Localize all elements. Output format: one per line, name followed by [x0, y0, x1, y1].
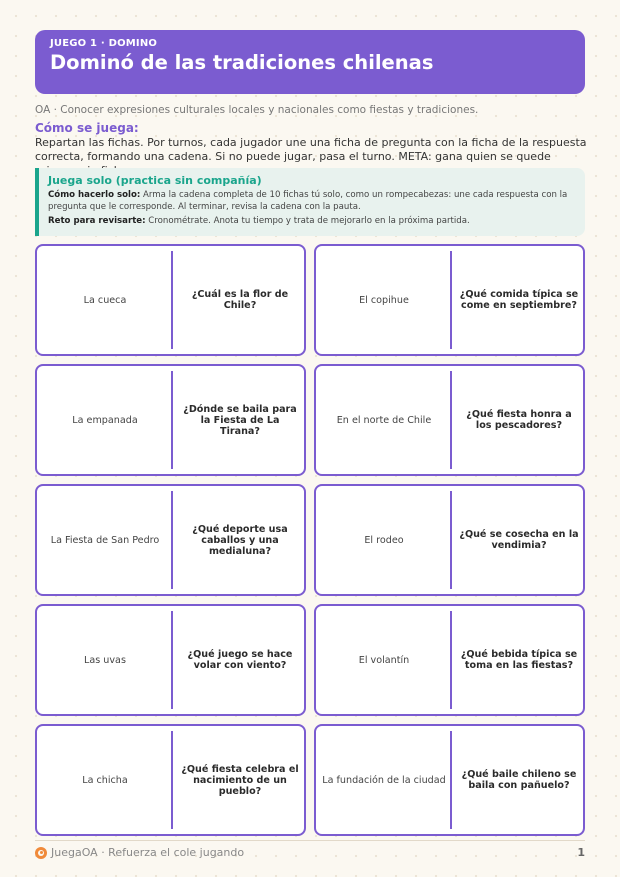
tile-divider	[171, 611, 173, 709]
tile-divider	[171, 731, 173, 829]
domino-tile[interactable]	[35, 604, 306, 716]
target-logo-icon	[35, 847, 47, 859]
tile-question: ¿Qué baile chileno se baila con pañuelo?	[461, 769, 577, 791]
rules-text: Repartan las fichas. Por turnos, cada jugador une una ficha de pregunta con la ficha de la respuesta correcta, formando una cadena. Si no puede jugar, pasa el turno. META: gana quien se quede	[35, 136, 587, 163]
game-label: JUEGO 1 · DOMINO	[50, 38, 158, 49]
tile-question: ¿Qué juego se hace volar con viento?	[187, 649, 293, 671]
tile-question: ¿Qué deporte usa caballos y una medialuna?	[192, 523, 288, 557]
tile-answer: Las uvas	[84, 654, 126, 666]
tile-divider	[450, 731, 452, 829]
tile-answer: El rodeo	[364, 534, 404, 546]
tile-answer: La chicha	[82, 774, 128, 786]
domino-tile[interactable]	[35, 484, 306, 596]
tile-answer: La cueca	[83, 294, 127, 306]
domino-tile[interactable]	[314, 724, 585, 836]
tile-question: ¿Qué fiesta honra a los pescadores?	[466, 409, 572, 431]
tile-question: ¿Cuál es la flor de Chile?	[191, 289, 289, 311]
solo-heading: Juega solo (practica sin compañía)	[48, 174, 262, 187]
domino-tile[interactable]	[314, 604, 585, 716]
footer-brand	[35, 846, 244, 859]
domino-tile[interactable]	[314, 244, 585, 356]
learning-objective: OA · Conocer expresiones culturales locales y nacionales como fiestas y tradiciones.	[35, 104, 479, 116]
tile-answer: En el norte de Chile	[336, 414, 432, 426]
tile-divider	[450, 251, 452, 349]
tile-divider	[450, 371, 452, 469]
tile-question: ¿Qué comida típica se come en septiembre?	[459, 289, 579, 311]
tile-question: ¿Dónde se baila para la Fiesta de La Tirana?	[183, 403, 297, 437]
domino-tile[interactable]	[314, 364, 585, 476]
tile-answer: El volantín	[358, 654, 410, 666]
solo-challenge-text: Cronométrate. Anota tu tiempo y trata de mejorarlo en la próxima partida.	[145, 216, 470, 226]
tile-divider	[171, 251, 173, 349]
solo-how-text: Arma la cadena completa de 10 fichas tú solo, como un rompecabezas: une cada respuesta con la pregunta que le corresponde. Al terminar, revisa la cadena con la pauta.	[48, 190, 568, 212]
solo-play-box	[35, 168, 585, 236]
tile-divider	[450, 611, 452, 709]
tile-divider	[450, 491, 452, 589]
tile-divider	[171, 491, 173, 589]
tile-answer: La empanada	[72, 414, 138, 426]
page-number: 1	[577, 846, 585, 859]
tile-question: ¿Qué bebida típica se toma en las fiestas?	[460, 649, 578, 671]
solo-how	[48, 189, 575, 213]
solo-challenge	[48, 215, 575, 227]
solo-how-label: Cómo hacerlo solo:	[48, 190, 141, 200]
domino-tile[interactable]	[35, 364, 306, 476]
footer	[35, 840, 585, 864]
domino-tile[interactable]	[314, 484, 585, 596]
tile-question: ¿Qué se cosecha en la vendimia?	[459, 529, 579, 551]
tile-answer: La Fiesta de San Pedro	[50, 534, 160, 546]
tile-divider	[171, 371, 173, 469]
tile-answer: La fundación de la ciudad	[322, 774, 446, 786]
tile-question: ¿Qué fiesta celebra el nacimiento de un pueblo?	[181, 763, 299, 797]
tile-answer: El copihue	[359, 294, 409, 306]
solo-challenge-label: Reto para revisarte:	[48, 216, 146, 226]
how-to-play-heading: Cómo se juega:	[35, 121, 139, 135]
title-banner	[35, 30, 585, 94]
footer-brand-text: JuegaOA · Refuerza el cole jugando	[51, 846, 245, 859]
domino-tile[interactable]	[35, 244, 306, 356]
domino-tile[interactable]	[35, 724, 306, 836]
page-title: Dominó de las tradiciones chilenas	[50, 51, 434, 74]
